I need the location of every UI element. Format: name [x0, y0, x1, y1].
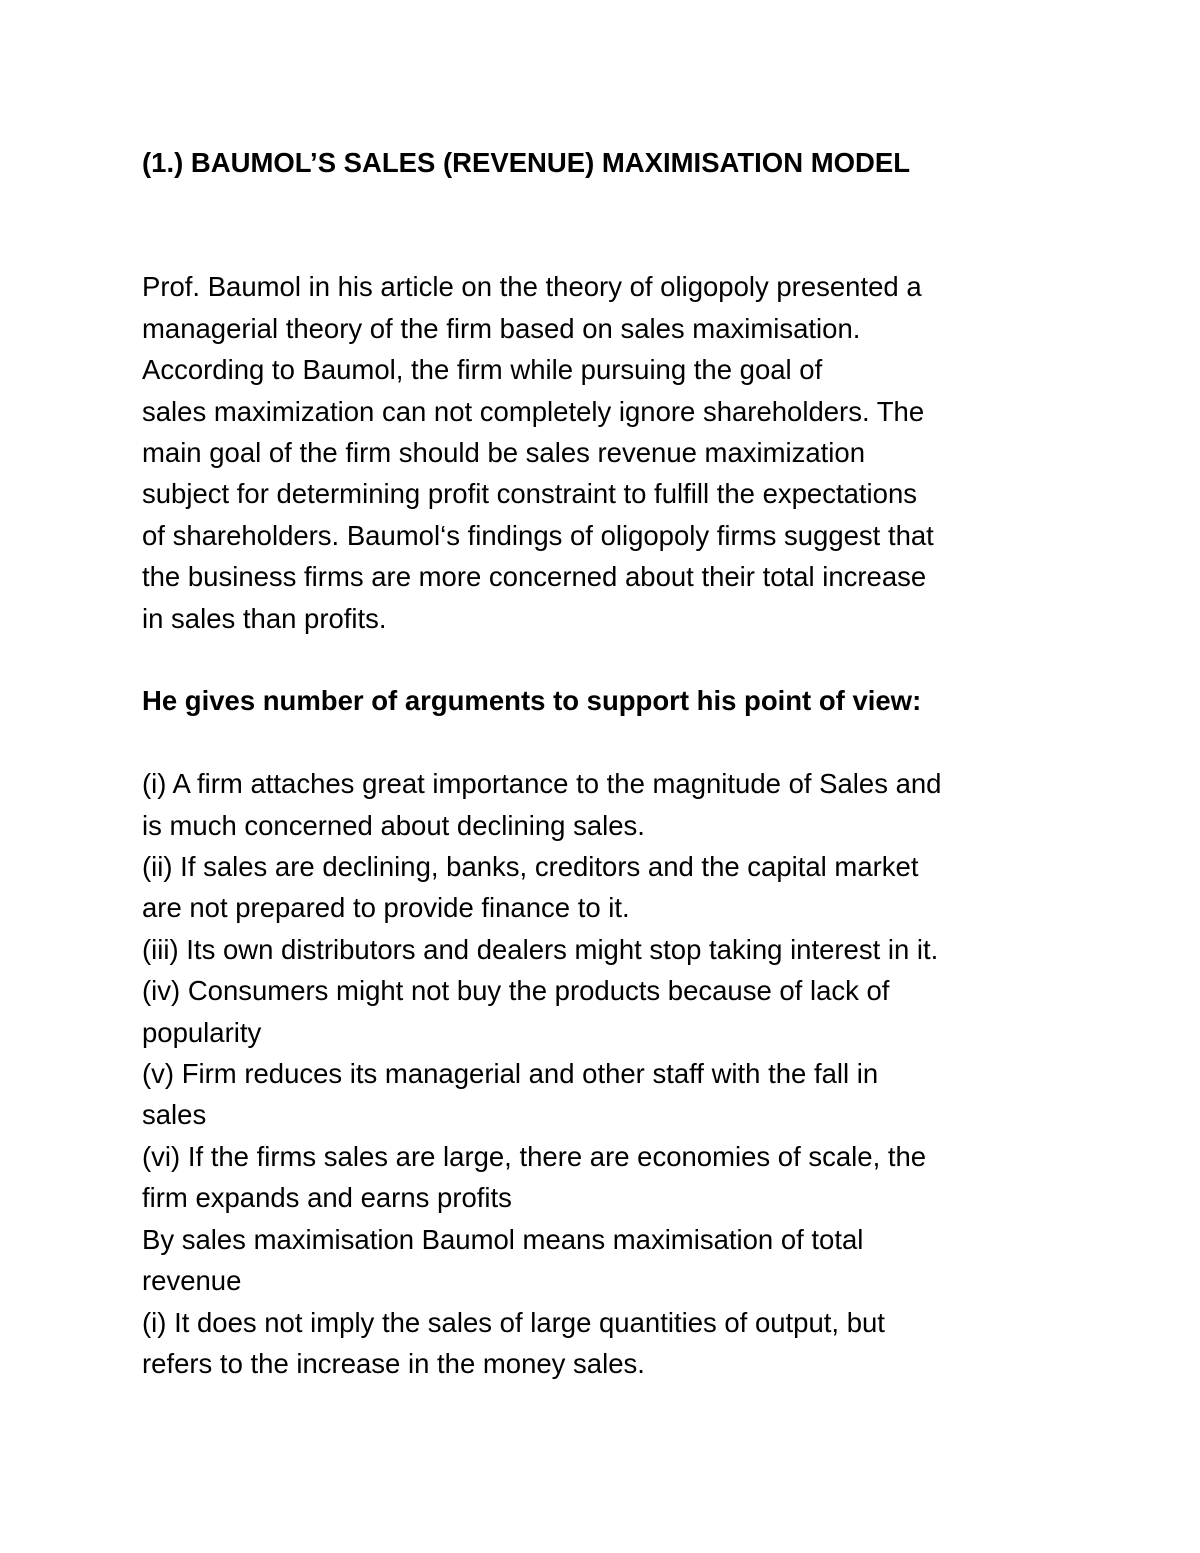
- document-title: (1.) BAUMOL’S SALES (REVENUE) MAXIMISATION MODEL: [142, 147, 910, 178]
- intro-line: the business firms are more concerned about their total increase: [142, 561, 927, 593]
- argument-line: are not prepared to provide finance to it.: [142, 892, 630, 924]
- paragraph-spacer: [142, 722, 1082, 763]
- arguments-list: [142, 763, 1082, 1384]
- argument-line: (v) Firm reduces its managerial and other staff with the fall in: [142, 1058, 879, 1090]
- arguments-subheading: He gives number of arguments to support his point of view:: [142, 685, 922, 717]
- argument-line: revenue: [142, 1265, 242, 1297]
- intro-line: main goal of the firm should be sales revenue maximization: [142, 437, 866, 469]
- document-body: [142, 142, 1082, 1384]
- intro-line: subject for determining profit constraint to fulfill the expectations: [142, 478, 917, 510]
- argument-line: (vi) If the firms sales are large, there are economies of scale, the: [142, 1140, 927, 1172]
- argument-line: (iii) Its own distributors and dealers might stop taking interest in it.: [142, 933, 939, 965]
- argument-line: By sales maximisation Baumol means maximisation of total: [142, 1223, 864, 1255]
- argument-line: is much concerned about declining sales.: [142, 809, 645, 841]
- intro-line: sales maximization can not completely ignore shareholders. The: [142, 395, 925, 427]
- paragraph-spacer: [142, 639, 1082, 680]
- argument-line: (ii) If sales are declining, banks, creditors and the capital market: [142, 851, 919, 883]
- intro-line: in sales than profits.: [142, 602, 387, 634]
- intro-line: According to Baumol, the firm while pursuing the goal of: [142, 354, 823, 386]
- argument-line: refers to the increase in the money sales.: [142, 1347, 645, 1379]
- argument-line: (i) A firm attaches great importance to the magnitude of Sales and: [142, 768, 942, 800]
- argument-line: popularity: [142, 1016, 262, 1048]
- intro-line: of shareholders. Baumol‘s findings of oligopoly firms suggest that: [142, 519, 934, 551]
- argument-line: (iv) Consumers might not buy the products because of lack of: [142, 975, 890, 1007]
- intro-line: Prof. Baumol in his article on the theory of oligopoly presented a: [142, 271, 922, 303]
- argument-line: sales: [142, 1099, 207, 1131]
- intro-line: managerial theory of the firm based on sales maximisation.: [142, 312, 861, 344]
- argument-line: firm expands and earns profits: [142, 1182, 512, 1214]
- intro-paragraph: [142, 266, 1082, 639]
- argument-line: (i) It does not imply the sales of large quantities of output, but: [142, 1306, 885, 1338]
